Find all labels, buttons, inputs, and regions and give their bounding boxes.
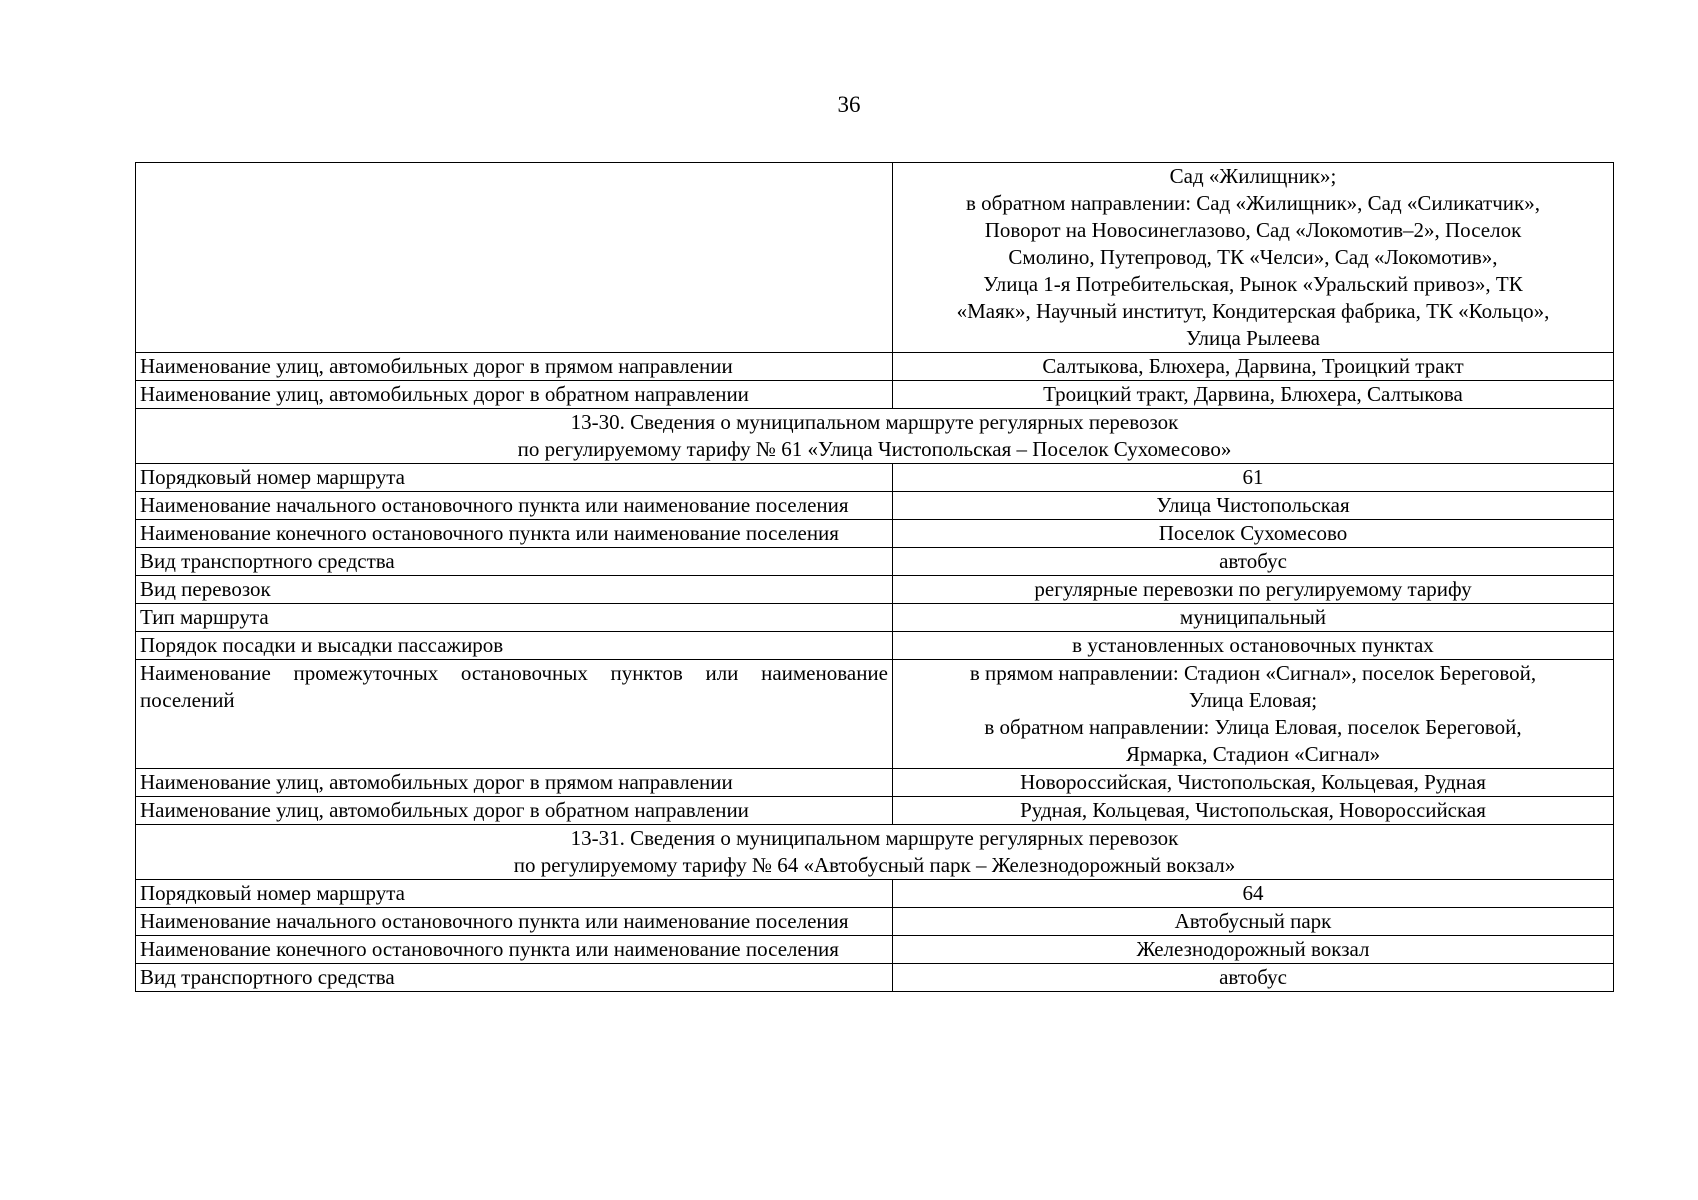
table-row — [136, 769, 1614, 797]
section-heading-13-31 — [136, 825, 1614, 880]
row-value: Салтыкова, Блюхера, Дарвина, Троицкий тракт — [893, 353, 1614, 381]
row-label: Вид перевозок — [136, 576, 893, 604]
table-row — [136, 576, 1614, 604]
row-label: Наименование конечного остановочного пункта или наименование поселения — [136, 520, 893, 548]
table-row — [136, 353, 1614, 381]
value-line: в прямом направлении: Стадион «Сигнал», поселок Береговой, — [969, 661, 1537, 685]
row-label: Наименование промежуточных остановочных пунктов или наименование поселений — [136, 660, 893, 769]
heading-line: по регулируемому тарифу № 64 «Автобусный парк – Железнодорожный вокзал» — [513, 853, 1236, 877]
row-value: автобус — [893, 548, 1614, 576]
row-label: Наименование улиц, автомобильных дорог в обратном направлении — [136, 381, 893, 409]
value-line: Улица Еловая; — [1188, 688, 1318, 712]
row-value: Автобусный парк — [893, 908, 1614, 936]
row-label: Порядковый номер маршрута — [136, 880, 893, 908]
table-row — [136, 548, 1614, 576]
row-label — [136, 163, 893, 353]
table-row — [136, 492, 1614, 520]
row-value: Поселок Сухомесово — [893, 520, 1614, 548]
value-line: Улица Рылеева — [1186, 326, 1320, 350]
table-row — [136, 797, 1614, 825]
heading-line: 13-30. Сведения о муниципальном маршруте регулярных перевозок — [570, 410, 1179, 434]
table-row — [136, 660, 1614, 769]
row-value: в установленных остановочных пунктах — [893, 632, 1614, 660]
row-label: Порядок посадки и высадки пассажиров — [136, 632, 893, 660]
table-row — [136, 381, 1614, 409]
table-row — [136, 908, 1614, 936]
row-label: Вид транспортного средства — [136, 548, 893, 576]
row-value: регулярные перевозки по регулируемому тарифу — [893, 576, 1614, 604]
section-heading-row — [136, 825, 1614, 880]
table-row — [136, 163, 1614, 353]
row-value: 61 — [893, 464, 1614, 492]
row-value: автобус — [893, 964, 1614, 992]
row-value: муниципальный — [893, 604, 1614, 632]
table-row — [136, 964, 1614, 992]
table-row — [136, 632, 1614, 660]
row-value: Новороссийская, Чистопольская, Кольцевая, Рудная — [893, 769, 1614, 797]
value-line: в обратном направлении: Сад «Жилищник», Сад «Силикатчик», — [966, 191, 1540, 215]
heading-line: по регулируемому тарифу № 61 «Улица Чистопольская – Поселок Сухомесово» — [517, 437, 1232, 461]
heading-line: 13-31. Сведения о муниципальном маршруте регулярных перевозок — [570, 826, 1179, 850]
row-label: Наименование начального остановочного пункта или наименование поселения — [136, 492, 893, 520]
row-label: Вид транспортного средства — [136, 964, 893, 992]
row-value: Троицкий тракт, Дарвина, Блюхера, Салтыкова — [893, 381, 1614, 409]
intermediate-stops-value — [893, 660, 1614, 769]
table-row — [136, 936, 1614, 964]
table-row — [136, 880, 1614, 908]
table-row — [136, 464, 1614, 492]
intermediate-stops-continuation — [893, 163, 1614, 353]
row-label: Порядковый номер маршрута — [136, 464, 893, 492]
row-label: Наименование улиц, автомобильных дорог в прямом направлении — [136, 353, 893, 381]
value-line: «Маяк», Научный институт, Кондитерская фабрика, ТК «Кольцо», — [956, 299, 1550, 323]
table-row — [136, 604, 1614, 632]
row-value: Железнодорожный вокзал — [893, 936, 1614, 964]
value-line: в обратном направлении: Улица Еловая, поселок Береговой, — [984, 715, 1522, 739]
row-label: Тип маршрута — [136, 604, 893, 632]
row-label: Наименование конечного остановочного пункта или наименование поселения — [136, 936, 893, 964]
value-line: Ярмарка, Стадион «Сигнал» — [1125, 742, 1381, 766]
value-line: Улица 1-я Потребительская, Рынок «Уральский привоз», ТК — [983, 272, 1523, 296]
page-number: 36 — [837, 92, 861, 117]
row-label: Наименование улиц, автомобильных дорог в прямом направлении — [136, 769, 893, 797]
value-line: Сад «Жилищник»; — [1169, 164, 1337, 188]
row-value: 64 — [893, 880, 1614, 908]
section-heading-row — [136, 409, 1614, 464]
row-value: Улица Чистопольская — [893, 492, 1614, 520]
section-heading-13-30 — [136, 409, 1614, 464]
route-table — [135, 162, 1614, 992]
row-label: Наименование улиц, автомобильных дорог в обратном направлении — [136, 797, 893, 825]
value-line: Смолино, Путепровод, ТК «Челси», Сад «Локомотив», — [1008, 245, 1498, 269]
row-value: Рудная, Кольцевая, Чистопольская, Новороссийская — [893, 797, 1614, 825]
row-label: Наименование начального остановочного пункта или наименование поселения — [136, 908, 893, 936]
table-row — [136, 520, 1614, 548]
value-line: Поворот на Новосинеглазово, Сад «Локомотив–2», Поселок — [984, 218, 1522, 242]
